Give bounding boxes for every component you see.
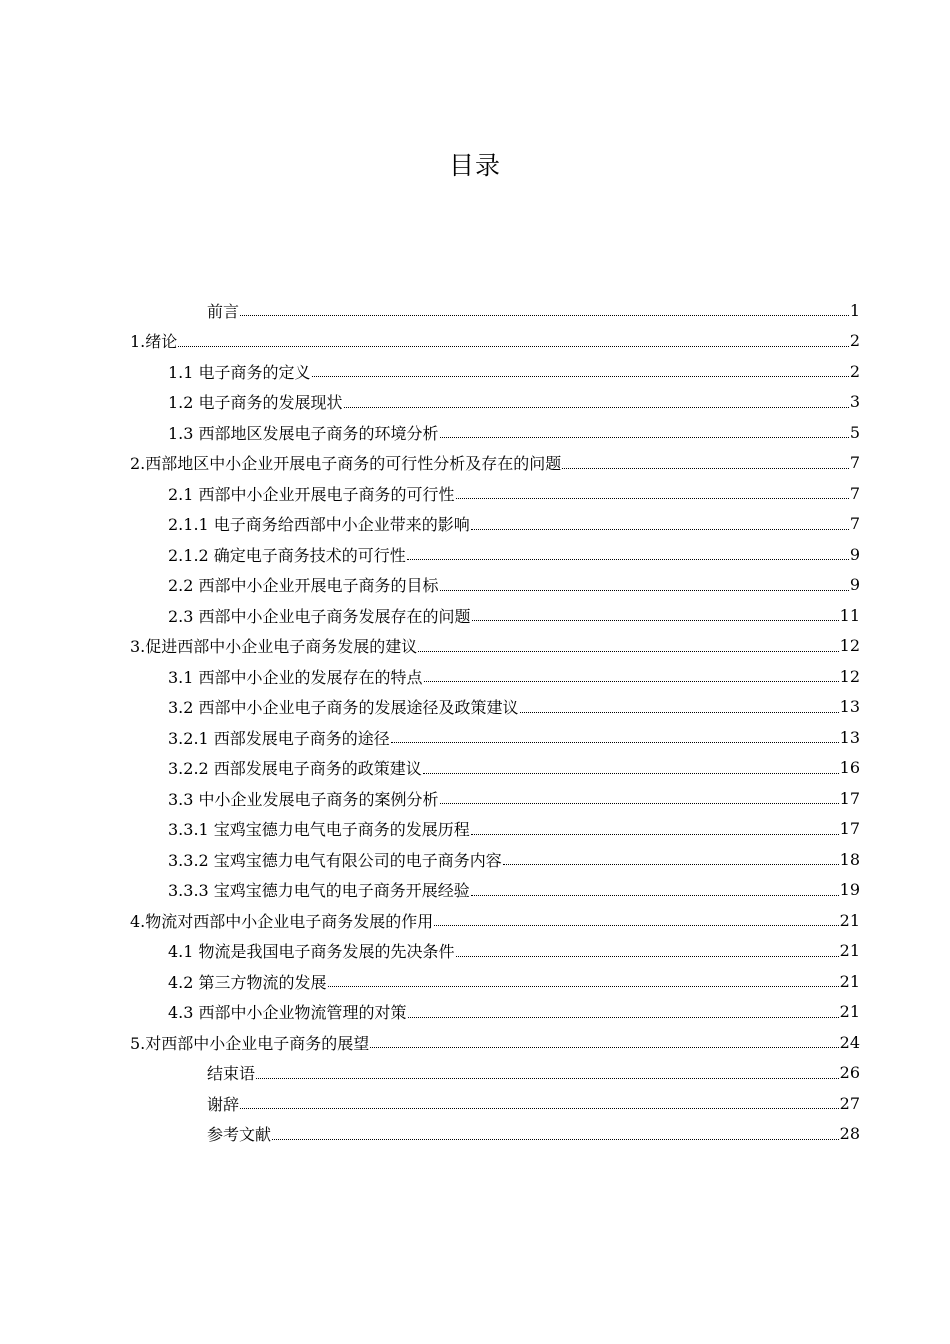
toc-entry-page-number: 21 [839, 971, 860, 991]
toc-entry-title: 4.物流对西部中小企业电子商务发展的作用 [130, 911, 434, 931]
toc-entry[interactable] [168, 570, 860, 600]
toc-dot-leader [423, 753, 839, 783]
toc-entry-page-number: 2 [849, 361, 860, 381]
toc-dot-leader [472, 600, 839, 630]
toc-dot-leader [471, 875, 839, 905]
toc-entry[interactable] [207, 1058, 860, 1088]
toc-entry[interactable] [168, 844, 860, 874]
toc-entry-title: 3.3.3 宝鸡宝德力电气的电子商务开展经验 [168, 881, 470, 900]
toc-entry[interactable] [168, 692, 860, 722]
toc-entry[interactable] [168, 661, 860, 691]
toc-entry[interactable] [168, 722, 860, 752]
toc-dot-leader [370, 1027, 838, 1057]
toc-entry-page-number: 21 [839, 941, 860, 960]
toc-entry-page-number: 21 [839, 1002, 860, 1021]
toc-entry-title: 4.1 物流是我国电子商务发展的先决条件 [168, 942, 455, 961]
toc-entry[interactable] [207, 295, 860, 325]
toc-dot-leader [407, 539, 849, 569]
toc-entry-title: 5.对西部中小企业电子商务的展望 [130, 1033, 370, 1053]
toc-entry[interactable] [168, 783, 860, 813]
toc-entry-title: 谢辞 [207, 1094, 240, 1114]
toc-entry-page-number: 19 [839, 880, 860, 899]
toc-entry[interactable] [168, 356, 860, 386]
toc-entry[interactable] [168, 753, 860, 783]
toc-entry[interactable] [168, 539, 860, 569]
toc-dot-leader [434, 905, 838, 935]
toc-dot-leader [418, 631, 838, 661]
toc-entry-page-number: 27 [839, 1093, 860, 1113]
toc-entry-title: 2.1 西部中小企业开展电子商务的可行性 [168, 484, 455, 504]
toc-entry-title: 3.2.1 西部发展电子商务的途径 [168, 728, 390, 748]
toc-dot-leader [272, 1119, 839, 1149]
toc-dot-leader [312, 356, 849, 386]
toc-entry-title: 参考文献 [207, 1125, 272, 1144]
toc-entry-page-number: 9 [849, 544, 860, 564]
toc-entry-page-number: 11 [839, 605, 860, 625]
toc-entry-title: 1.绪论 [130, 332, 178, 351]
toc-entry[interactable] [207, 1119, 860, 1149]
toc-dot-leader [440, 783, 839, 813]
toc-entry-title: 结束语 [207, 1064, 256, 1083]
toc-entry[interactable] [168, 478, 860, 508]
toc-entry-title: 1.3 西部地区发展电子商务的环境分析 [168, 423, 439, 443]
toc-entry-page-number: 3 [849, 392, 860, 411]
toc-entry[interactable] [168, 814, 860, 844]
toc-entry[interactable] [207, 1088, 860, 1118]
toc-entry-page-number: 7 [849, 453, 860, 472]
toc-entry-page-number: 12 [839, 666, 860, 686]
toc-entry-title: 2.1.2 确定电子商务技术的可行性 [168, 545, 406, 565]
toc-entry-title: 1.1 电子商务的定义 [168, 362, 311, 382]
toc-dot-leader [440, 417, 849, 447]
toc-dot-leader [456, 936, 839, 966]
toc-entry-page-number: 9 [849, 575, 860, 594]
toc-dot-leader [391, 722, 839, 752]
toc-entry[interactable] [168, 509, 860, 539]
toc-dot-leader [456, 478, 849, 508]
toc-dot-leader [471, 509, 849, 539]
toc-entry-page-number: 17 [839, 819, 860, 838]
toc-dot-leader [240, 295, 849, 325]
toc-entry[interactable] [168, 997, 860, 1027]
toc-entry[interactable] [130, 326, 860, 356]
toc-entry-page-number: 7 [849, 514, 860, 533]
toc-dot-leader [562, 448, 849, 478]
toc-entry-title: 3.3 中小企业发展电子商务的案例分析 [168, 789, 439, 809]
toc-entry-page-number: 17 [839, 788, 860, 808]
toc-dot-leader [424, 661, 839, 691]
toc-entry-title: 3.1 西部中小企业的发展存在的特点 [168, 667, 423, 687]
toc-entry[interactable] [168, 600, 860, 630]
toc-dot-leader [328, 966, 839, 996]
toc-entry-title: 3.2 西部中小企业电子商务的发展途径及政策建议 [168, 698, 519, 717]
toc-entry[interactable] [168, 387, 860, 417]
toc-entry-title: 前言 [207, 301, 240, 321]
toc-entry-page-number: 7 [849, 483, 860, 503]
toc-entry-title: 2.西部地区中小企业开展电子商务的可行性分析及存在的问题 [130, 454, 562, 473]
toc-entry[interactable] [130, 1027, 860, 1057]
toc-entry-title: 1.2 电子商务的发展现状 [168, 393, 343, 412]
toc-entry[interactable] [168, 417, 860, 447]
toc-dot-leader [408, 997, 839, 1027]
toc-entry-page-number: 2 [849, 331, 860, 350]
toc-entry[interactable] [168, 936, 860, 966]
toc-entry-page-number: 5 [849, 422, 860, 442]
toc-entry-title: 4.3 西部中小企业物流管理的对策 [168, 1003, 407, 1022]
toc-entry-page-number: 12 [839, 636, 860, 655]
toc-dot-leader [256, 1058, 839, 1088]
toc-dot-leader [520, 692, 839, 722]
toc-entry-title: 2.3 西部中小企业电子商务发展存在的问题 [168, 606, 471, 626]
toc-entry-title: 3.3.2 宝鸡宝德力电气有限公司的电子商务内容 [168, 850, 502, 870]
toc-entry-title: 3.促进西部中小企业电子商务发展的建议 [130, 637, 418, 656]
toc-entry-page-number: 21 [839, 910, 860, 930]
toc-entry[interactable] [168, 966, 860, 996]
toc-dot-leader [440, 570, 849, 600]
toc-entry-page-number: 24 [839, 1032, 860, 1052]
toc-entry[interactable] [168, 875, 860, 905]
page-title: 目录 [448, 151, 501, 180]
toc-entry-title: 2.1.1 电子商务给西部中小企业带来的影响 [168, 515, 470, 534]
toc-entry[interactable] [130, 631, 860, 661]
toc-entry-page-number: 13 [839, 697, 860, 716]
toc-entry-page-number: 16 [839, 758, 860, 777]
toc-entry-page-number: 1 [849, 300, 860, 320]
toc-entry-page-number: 13 [839, 727, 860, 747]
toc-entry-page-number: 26 [839, 1063, 860, 1082]
toc-entry-title: 2.2 西部中小企业开展电子商务的目标 [168, 576, 439, 595]
toc-entry-page-number: 18 [839, 849, 860, 869]
toc-entry-title: 4.2 第三方物流的发展 [168, 972, 327, 992]
toc-dot-leader [503, 844, 839, 874]
toc-dot-leader [240, 1088, 839, 1118]
toc-entry[interactable] [130, 448, 860, 478]
toc-entry-title: 3.2.2 西部发展电子商务的政策建议 [168, 759, 422, 778]
toc-dot-leader [471, 814, 839, 844]
toc-entry-title: 3.3.1 宝鸡宝德力电气电子商务的发展历程 [168, 820, 470, 839]
toc-dot-leader [344, 387, 849, 417]
toc-entry[interactable] [130, 905, 860, 935]
toc-dot-leader [178, 326, 849, 356]
toc-entry-page-number: 28 [839, 1124, 860, 1143]
